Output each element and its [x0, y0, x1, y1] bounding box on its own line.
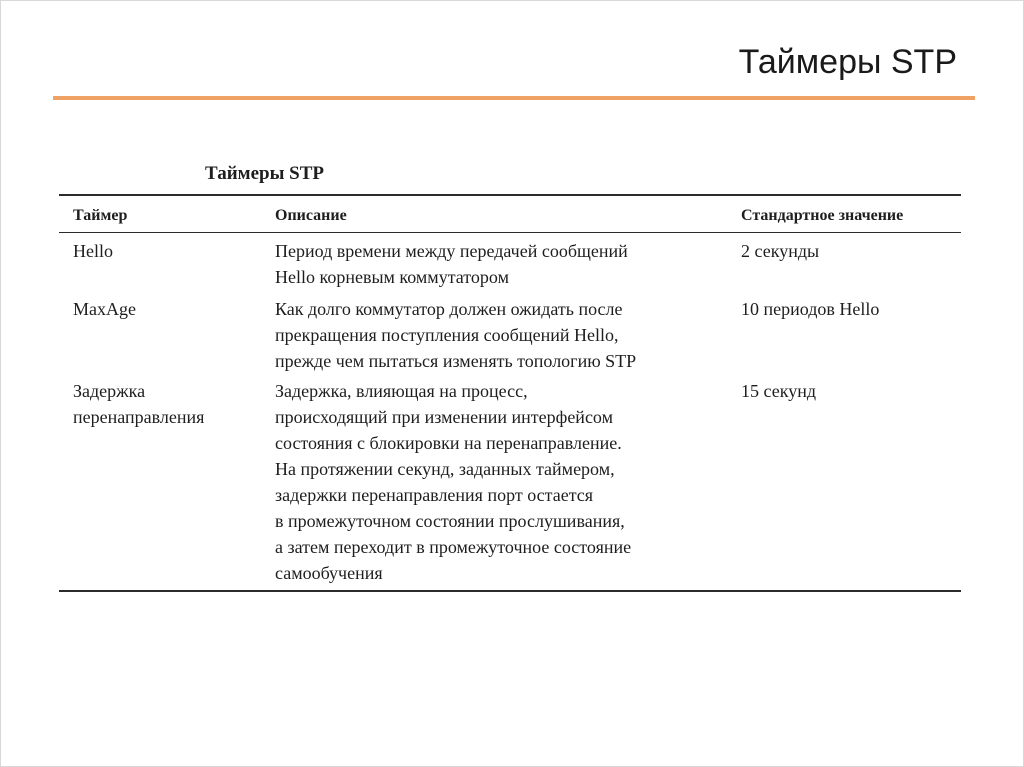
description-line: Период времени между передачей сообщений — [275, 241, 628, 261]
description-line: Как долго коммутатор должен ожидать после — [275, 299, 623, 319]
description-line: состояния с блокировки на перенаправление. — [275, 433, 622, 453]
description-line: прежде чем пытаться изменять топологию STP — [275, 351, 637, 371]
description-line: самообучения — [275, 563, 383, 583]
description-line: Задержка, влияющая на процесс, — [275, 381, 528, 401]
description-line: в промежуточном состоянии прослушивания, — [275, 511, 625, 531]
slide-title: Таймеры STP — [738, 43, 957, 81]
stp-timers-table — [59, 194, 961, 592]
cell-timer — [59, 238, 267, 290]
description-line: На протяжении секунд, заданных таймером, — [275, 459, 615, 479]
cell-description — [267, 378, 727, 586]
description-line: задержки перенаправления порт остается — [275, 485, 594, 505]
description-line: прекращения поступления сообщений Hello, — [275, 325, 619, 345]
description-line: а затем переходит в промежуточное состояние — [275, 537, 632, 557]
cell-description — [267, 296, 727, 374]
description-line: Hello корневым коммутатором — [275, 267, 509, 287]
description-line: происходящий при изменении интерфейсом — [275, 407, 613, 427]
cell-default-value: 10 периодов Hello — [741, 299, 880, 319]
table-row-hello — [59, 233, 961, 290]
header-timer: Таймер — [73, 207, 128, 224]
cell-default-value: 15 секунд — [741, 381, 816, 401]
timer-name: Hello — [73, 241, 113, 261]
table-bottom-rule — [59, 590, 961, 592]
cell-timer — [59, 296, 267, 374]
table-row-forward-delay — [59, 374, 961, 590]
timer-name: MaxAge — [73, 299, 136, 319]
header-description: Описание — [275, 207, 347, 224]
header-default-value: Стандартное значение — [741, 207, 904, 224]
timer-name: перенаправления — [73, 407, 205, 427]
cell-default-value: 2 секунды — [741, 241, 820, 261]
table-row-maxage — [59, 290, 961, 374]
cell-timer — [59, 378, 267, 586]
title-accent-rule — [53, 96, 975, 100]
timer-name: Задержка — [73, 381, 146, 401]
cell-description — [267, 238, 727, 290]
table-header-row — [59, 196, 961, 232]
table-caption: Таймеры STP — [205, 163, 325, 184]
